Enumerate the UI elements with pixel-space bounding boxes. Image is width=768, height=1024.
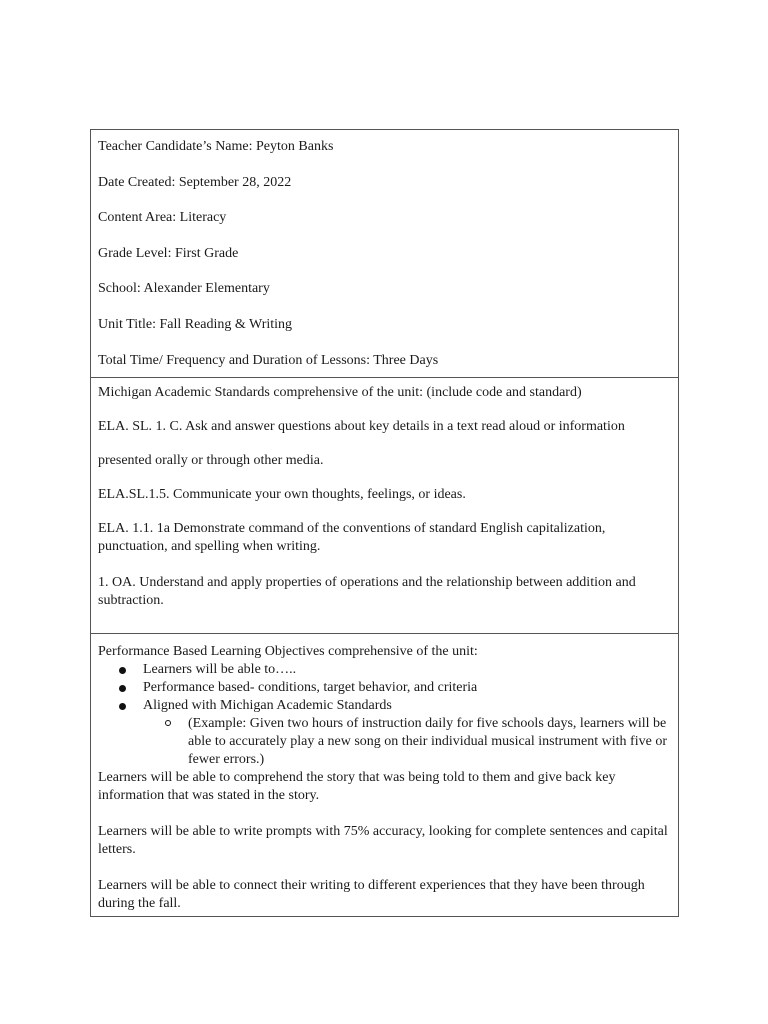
- unit-plan-table: [90, 129, 679, 917]
- objectives-guidance-list: [98, 661, 671, 769]
- grade-level: Grade Level: First Grade: [98, 245, 239, 261]
- example-text: (Example: Given two hours of instruction daily for five schools days, learners will be able to accurately play a new song on their individual musical instrument with five or fewer errors.): [188, 716, 667, 767]
- date-created: Date Created: September 28, 2022: [98, 174, 292, 190]
- objectives-cell: [91, 634, 678, 916]
- objective-connect-writing: Learners will be able to connect their writing to different experiences that they have been through during the fall.: [98, 878, 645, 911]
- header-info-cell: [91, 130, 678, 378]
- objective-comprehension: Learners will be able to comprehend the story that was being told to them and give back key information that was stated in the story.: [98, 770, 616, 803]
- hollow-bullet-icon: [165, 720, 171, 726]
- unit-title: Unit Title: Fall Reading & Writing: [98, 316, 293, 332]
- bullet-icon: [119, 703, 126, 710]
- standard-sl1c-line1: ELA. SL. 1. C. Ask and answer questions about key details in a text read aloud or information: [98, 419, 625, 434]
- total-time: Total Time/ Frequency and Duration of Lessons: Three Days: [98, 352, 439, 368]
- standard-sl15: ELA.SL.1.5. Communicate your own thoughts, feelings, or ideas.: [98, 487, 466, 502]
- standard-oa: 1. OA. Understand and apply properties of operations and the relationship between addition and subtraction.: [98, 575, 636, 608]
- standard-sl1c-line2: presented orally or through other media.: [98, 453, 324, 468]
- bullet-icon: [119, 667, 126, 674]
- objectives-heading: Performance Based Learning Objectives comprehensive of the unit:: [98, 644, 478, 659]
- sub-list: [143, 715, 671, 769]
- list-item: [98, 679, 671, 697]
- list-item: [98, 697, 671, 769]
- teacher-name: Teacher Candidate’s Name: Peyton Banks: [98, 139, 334, 154]
- list-item-text: Performance based- conditions, target behavior, and criteria: [143, 680, 478, 695]
- objective-writing-prompts: Learners will be able to write prompts with 75% accuracy, looking for complete sentences and capital letters.: [98, 824, 668, 857]
- list-item-text: Aligned with Michigan Academic Standards: [143, 698, 392, 713]
- bullet-icon: [119, 685, 126, 692]
- content-area: Content Area: Literacy: [98, 210, 227, 226]
- school: School: Alexander Elementary: [98, 281, 270, 297]
- sub-list-item: [143, 715, 671, 769]
- standards-heading: Michigan Academic Standards comprehensive of the unit: (include code and standard): [98, 385, 582, 400]
- standard-l11a: ELA. 1.1. 1a Demonstrate command of the conventions of standard English capitalization, punctuation, and spelling when writing.: [98, 521, 606, 554]
- standards-cell: [91, 378, 678, 634]
- list-item-text: Learners will be able to…..: [143, 662, 297, 677]
- list-item: [98, 661, 671, 679]
